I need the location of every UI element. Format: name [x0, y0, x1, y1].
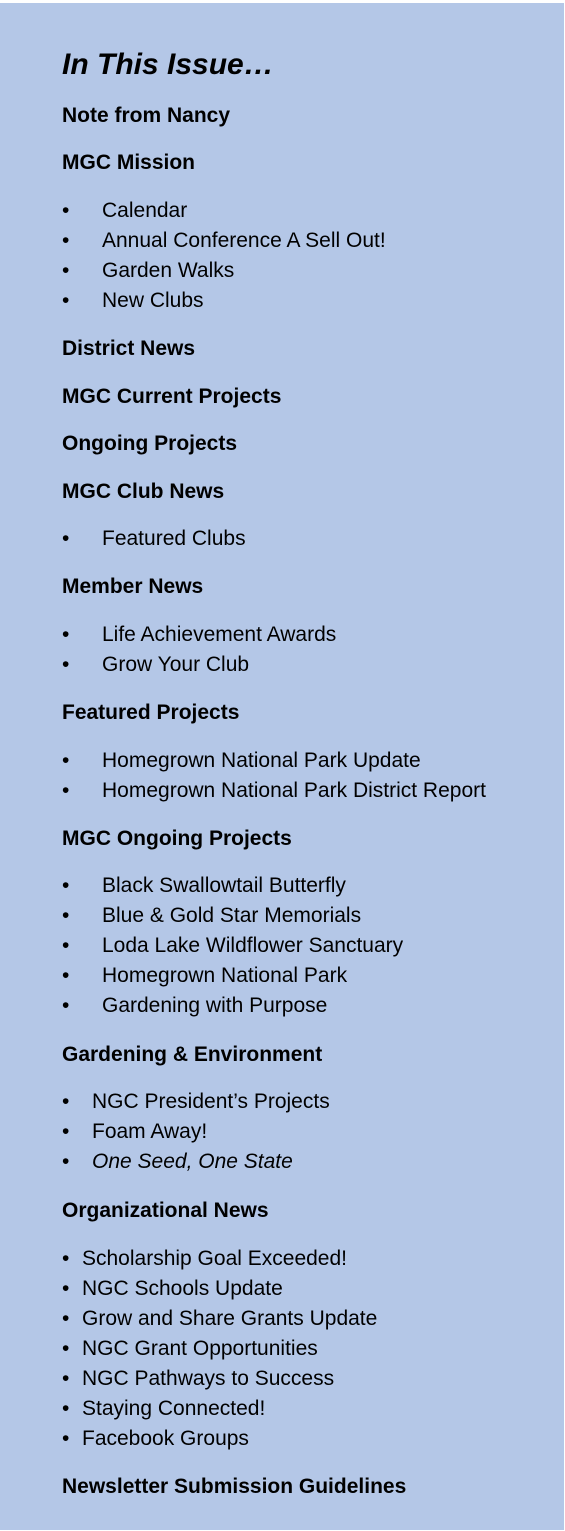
- bullet: •: [62, 1090, 70, 1113]
- bullet: •: [62, 1307, 70, 1330]
- bullet: •: [62, 289, 70, 312]
- heading-mgc-current-projects[interactable]: MGC Current Projects: [62, 385, 282, 408]
- heading-gardening-environment[interactable]: Gardening & Environment: [62, 1043, 323, 1066]
- bullet: •: [62, 749, 70, 772]
- in-this-issue-panel: In This Issue… Note from Nancy MGC Mission • Calendar • Annual Conference A Sell Out! • Garden Walks • New Clubs District News MGC Current Projects Ongoing Projects MGC Club News • Featured Clubs Member News • Life Achievement Awards • Grow Your Club Featured Projects • Homegrown National Park Update • Homegrown National Park District Report MGC Ongoing Projects • Black Swallowtail Butterfly • Blue & Gold Star Memorials • Loda Lake Wildflower Sanctuary • Homegrown National Park • Gardening with Purpose Gardening & Environment • NGC President’s Projects • Foam Away! • One Seed, One State Organizational News • Scholarship Goal Exceeded! • NGC Schools Update • Grow and Share Grants Update • NGC Grant Opportunities • NGC Pathways to Success • Staying Connected! • Facebook Groups Newsletter Submission Guidelines: [0, 3, 564, 1530]
- bullet: •: [62, 934, 70, 957]
- heading-organizational-news[interactable]: Organizational News: [62, 1199, 269, 1222]
- bullet: •: [62, 623, 70, 646]
- bullet: •: [62, 259, 70, 282]
- bullet: •: [62, 1120, 70, 1143]
- bullet: •: [62, 1150, 70, 1173]
- issue-title: In This Issue…: [62, 48, 274, 81]
- heading-featured-projects[interactable]: Featured Projects: [62, 701, 240, 724]
- bullet: •: [62, 1337, 70, 1360]
- bullet: •: [62, 904, 70, 927]
- bullet: •: [62, 994, 70, 1017]
- heading-mgc-mission[interactable]: MGC Mission: [62, 151, 196, 174]
- heading-note-from-nancy[interactable]: Note from Nancy: [62, 104, 231, 127]
- bullet: •: [62, 229, 70, 252]
- heading-ongoing-projects[interactable]: Ongoing Projects: [62, 432, 238, 455]
- heading-mgc-ongoing-projects[interactable]: MGC Ongoing Projects: [62, 827, 292, 850]
- bullet: •: [62, 527, 70, 550]
- bullet: •: [62, 1397, 70, 1420]
- heading-newsletter-submission-guidelines[interactable]: Newsletter Submission Guidelines: [62, 1475, 407, 1498]
- bullet: •: [62, 199, 70, 222]
- bullet: •: [62, 964, 70, 987]
- bullet: •: [62, 1277, 70, 1300]
- bullet: •: [62, 1367, 70, 1390]
- bullet: •: [62, 1247, 70, 1270]
- bullet: •: [62, 653, 70, 676]
- bullet: •: [62, 874, 70, 897]
- bullet: •: [62, 1427, 70, 1450]
- heading-member-news[interactable]: Member News: [62, 575, 204, 598]
- heading-district-news[interactable]: District News: [62, 337, 196, 360]
- heading-mgc-club-news[interactable]: MGC Club News: [62, 480, 225, 503]
- bullet: •: [62, 779, 70, 802]
